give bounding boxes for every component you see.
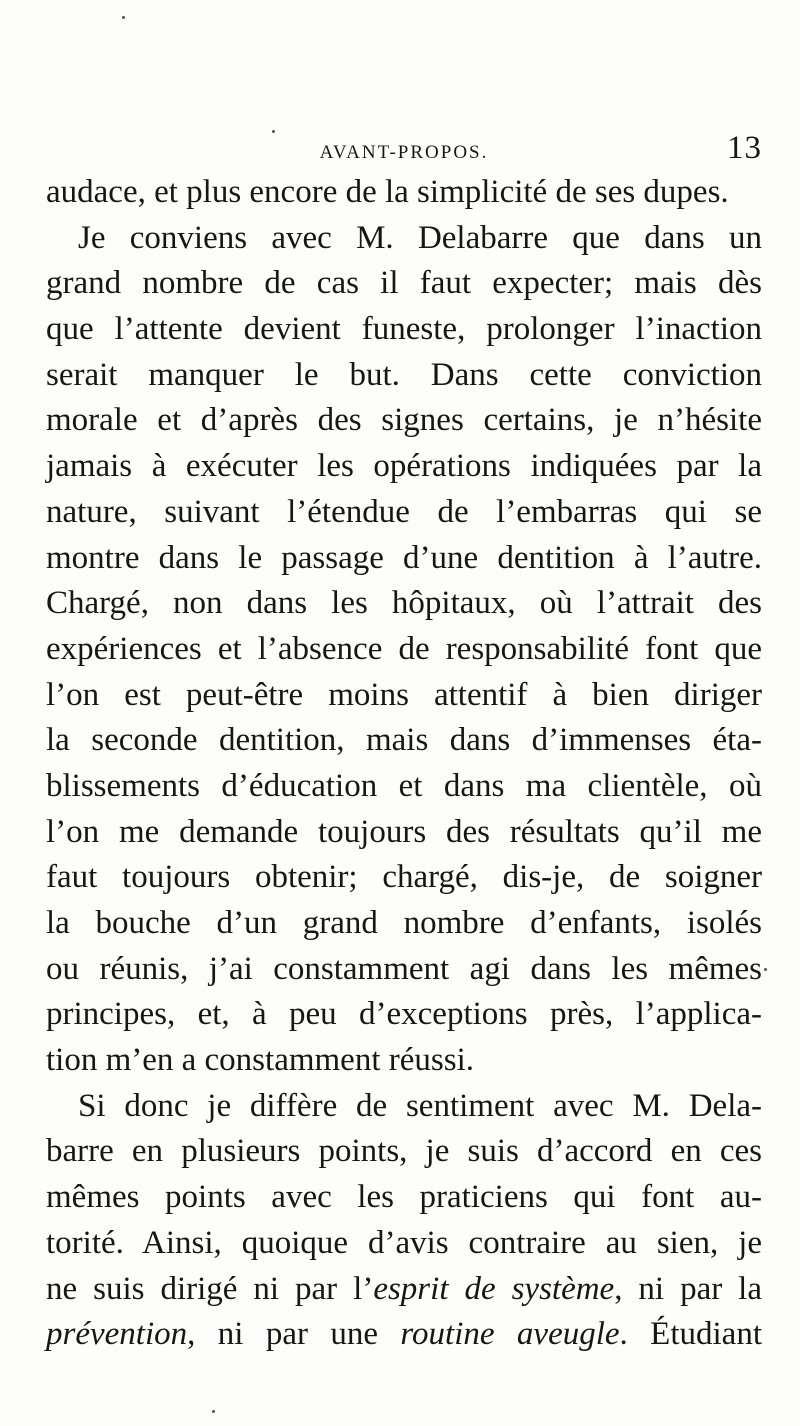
text-line [46,353,762,399]
text-line [46,627,762,673]
text-line [46,398,762,444]
text-segment: Si donc je diffère de sentiment avec M. Dela- [78,1087,762,1124]
text-segment: l’on est peut-être moins attentif à bien diriger [46,676,762,713]
paper-speck [122,16,125,19]
text-segment: la seconde dentition, mais dans d’immenses éta- [46,722,762,759]
text-segment: blissements d’éducation et dans ma clientèle, où [46,767,762,804]
text-line [46,901,762,947]
text-segment: tion m’en a constamment réussi. [46,1042,474,1079]
text-segment: morale et d’après des signes certains, je n’hésite [46,402,762,439]
text-line [46,170,762,216]
text-line [46,1267,762,1313]
text-line [46,1175,762,1221]
text-segment: Je conviens avec M. Delabarre que dans un [78,219,762,256]
text-segment: serait manquer le but. Dans cette conviction [46,356,762,393]
text-segment: Chargé, non dans les hôpitaux, où l’attrait des [46,585,762,622]
text-line [46,764,762,810]
text-line [46,307,762,353]
paper-speck [212,1410,215,1413]
text-line [46,810,762,856]
text-segment: expériences et l’absence de responsabilité font que [46,630,762,667]
paper-speck [764,968,767,971]
paper-speck [272,130,275,133]
text-segment: l’on me demande toujours des résultats qu’il me [46,813,762,850]
text-segment: ne suis dirigé ni par l’ [46,1270,374,1307]
text-segment: ou réunis, j’ai constamment agi dans les mêmes [46,950,762,987]
text-segment: torité. Ainsi, quoique d’avis contraire au sien, je [46,1224,762,1261]
italic-phrase: prévention [46,1316,188,1353]
text-line [46,444,762,490]
text-segment: que l’attente devient funeste, prolonger l’inaction [46,311,762,348]
text-line [46,490,762,536]
text-segment: , ni par une [187,1316,401,1353]
text-line [46,1038,762,1084]
text-line [46,581,762,627]
text-segment: faut toujours obtenir; chargé, dis-je, de soigner [46,859,762,896]
text-segment: principes, et, à peu d’exceptions près, l’applica- [46,996,762,1033]
italic-phrase: routine aveugle [400,1316,620,1353]
running-title: AVANT-PROPOS. [319,142,489,163]
text-line [46,1221,762,1267]
text-line [46,1312,762,1358]
text-line [46,261,762,307]
text-segment: barre en plusieurs points, je suis d’accord en ces [46,1133,762,1170]
text-segment: mêmes points avec les praticiens qui font au- [46,1179,762,1216]
text-line [46,536,762,582]
text-line [46,1084,762,1130]
text-line [46,718,762,764]
text-segment: audace, et plus encore de la simplicité de ses dupes. [46,174,729,210]
running-head [46,128,762,168]
text-line [46,216,762,262]
page-number: 13 [727,130,762,166]
text-line [46,1129,762,1175]
text-line [46,947,762,993]
text-line [46,855,762,901]
text-segment: la bouche d’un grand nombre d’enfants, isolés [46,905,762,941]
text-segment: montre dans le passage d’une dentition à l’autre. [46,539,762,576]
body-text [46,170,762,1358]
text-segment: , ni par la [614,1270,762,1307]
text-line [46,992,762,1038]
text-segment: . Étudiant [619,1316,762,1353]
text-segment: grand nombre de cas il faut expecter; mais dès [46,265,762,302]
text-line [46,673,762,719]
text-segment: nature, suivant l’étendue de l’embarras qui se [46,493,762,530]
italic-phrase: esprit de système [373,1270,615,1307]
text-segment: jamais à exécuter les opérations indiquées par la [46,448,762,485]
